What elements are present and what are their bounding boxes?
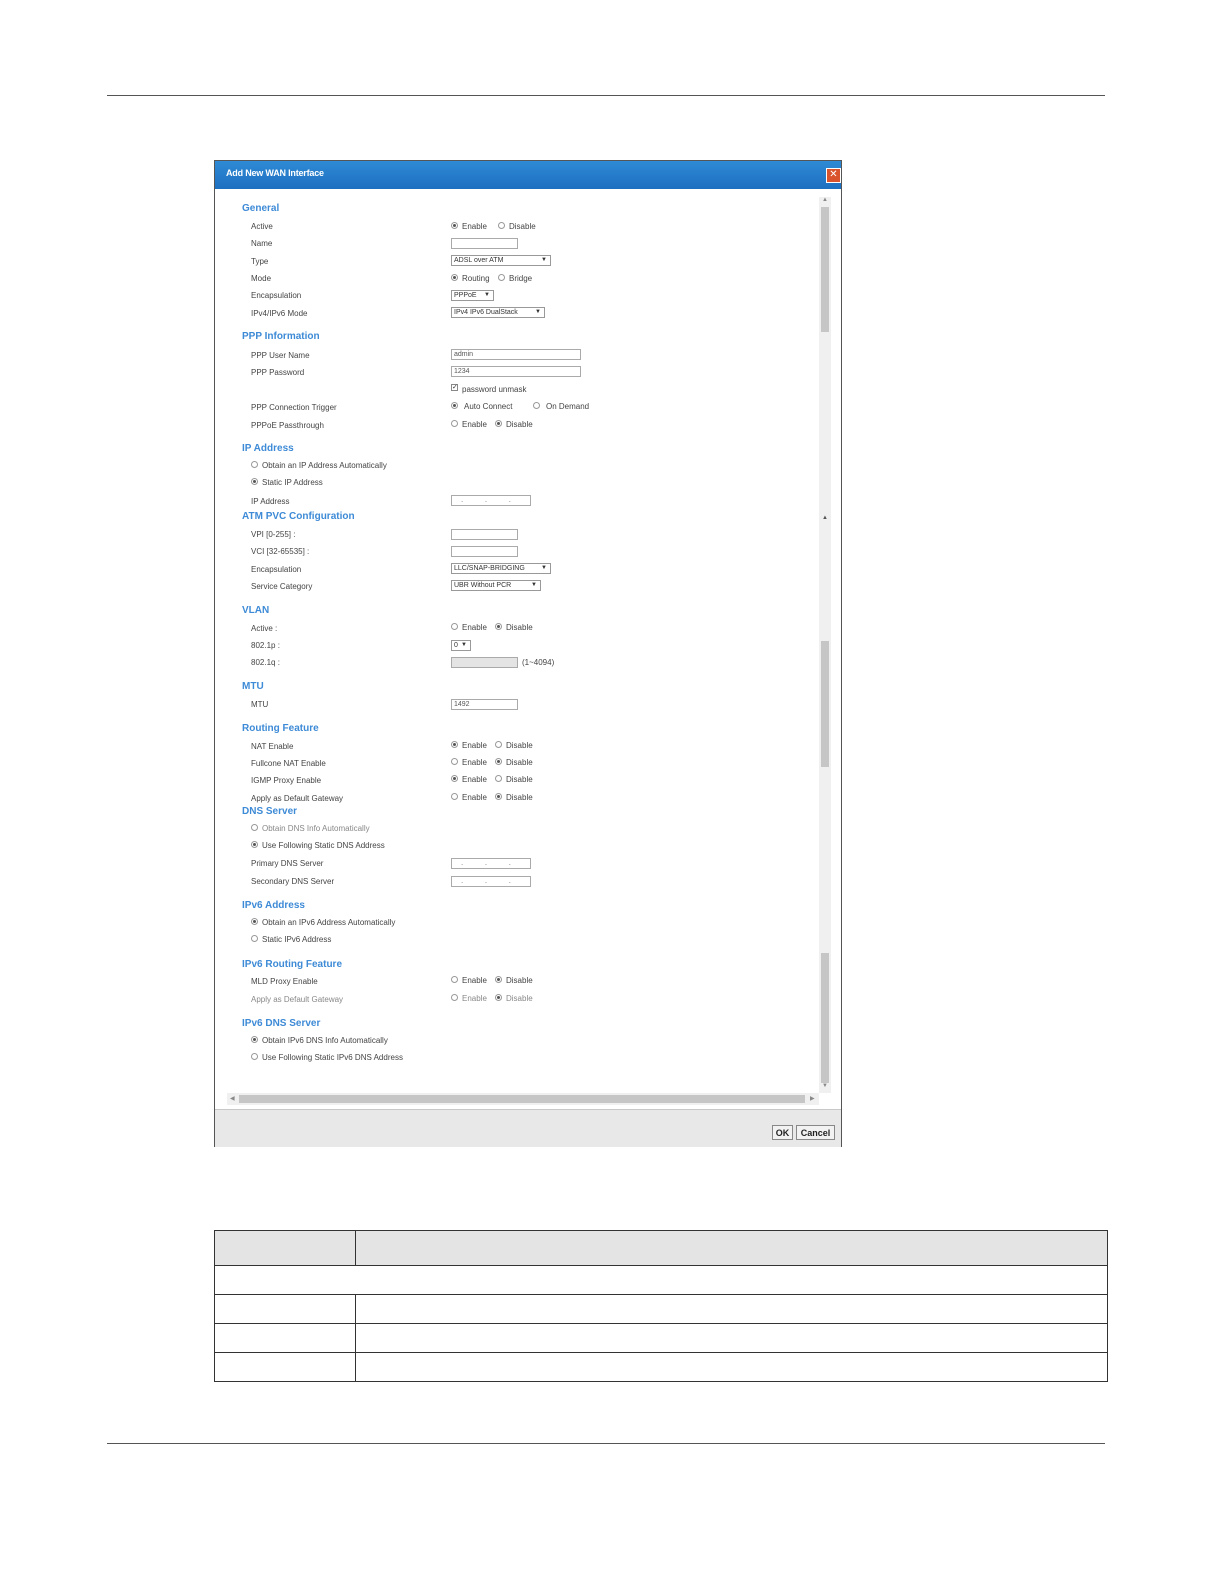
mode-bridge-radio[interactable] [498,274,505,281]
mld-enable-opt: Enable [462,976,487,985]
gateway-enable-radio[interactable] [451,793,458,800]
fullcone-disable-radio[interactable] [495,758,502,765]
ip-static-label: Static IP Address [262,478,323,487]
section-routing-feature: Routing Feature [242,723,319,734]
dialog-content [215,189,841,1109]
mtu-label: MTU [251,700,269,709]
horizontal-scrollbar[interactable] [227,1093,819,1105]
vertical-scrollbar[interactable] [819,197,831,1093]
ipv6-static-label: Static IPv6 Address [262,935,332,944]
atm-encap-select[interactable] [451,563,551,574]
dns-static-label: Use Following Static DNS Address [262,841,385,850]
atm-encap-value: LLC/SNAP-BRIDGING [454,565,525,572]
table-cell [215,1295,356,1324]
mode-routing-radio[interactable] [451,274,458,281]
encapsulation-label: Encapsulation [251,291,302,300]
scroll-right-icon[interactable]: ▶ [810,1096,815,1102]
section-atm-pvc: ATM PVC Configuration [242,511,355,522]
scrollbar-thumb[interactable] [821,953,829,1083]
ipv6-gateway-enable-opt: Enable [462,994,487,1003]
igmp-enable-radio[interactable] [451,775,458,782]
vci-label: VCI [32-65535] : [251,547,310,556]
chevron-down-icon: ▼ [535,309,541,315]
active-enable-radio[interactable] [451,222,458,229]
ip-static-radio[interactable] [251,478,258,485]
section-vlan: VLAN [242,605,270,616]
active-disable-label: Disable [509,222,536,231]
passthrough-enable-label: Enable [462,420,487,429]
table-cell [356,1295,1108,1324]
active-disable-radio[interactable] [498,222,505,229]
mld-disable-opt: Disable [506,976,533,985]
nat-enable-opt: Enable [462,741,487,750]
ipv6-gateway-enable-radio[interactable] [451,994,458,1001]
atm-encap-label: Encapsulation [251,565,302,574]
igmp-proxy-label: IGMP Proxy Enable [251,776,322,785]
ppp-user-label: PPP User Name [251,351,310,360]
dns-static-radio[interactable] [251,841,258,848]
dialog-footer [215,1109,841,1147]
encapsulation-select[interactable] [451,290,494,301]
table-cell [215,1231,356,1266]
scroll-left-icon[interactable]: ◀ [230,1096,235,1102]
trigger-auto-label: Auto Connect [464,402,513,411]
ipv6-dns-auto-radio[interactable] [251,1036,258,1043]
vlan-disable-radio[interactable] [495,623,502,630]
vlan-8021p-label: 802.1p : [251,641,280,650]
type-select[interactable] [451,255,551,266]
vci-input[interactable] [451,546,518,557]
mode-routing-label: Routing [462,274,490,283]
dialog-title: Add New WAN Interface [226,168,324,178]
chevron-down-icon: ▼ [541,257,547,263]
vlan-disable-label: Disable [506,623,533,632]
secondary-dns-label: Secondary DNS Server [251,877,335,886]
vlan-8021p-value: 0 [454,642,458,649]
ppp-password-label: PPP Password [251,368,305,377]
gateway-disable-radio[interactable] [495,793,502,800]
secondary-dns-input[interactable]: . . . [451,876,531,887]
table-cell [356,1324,1108,1353]
trigger-auto-radio[interactable] [451,402,458,409]
ip-mode-value: IPv4 IPv6 DualStack [454,309,518,316]
ip-obtain-auto-label: Obtain an IP Address Automatically [262,461,387,470]
chevron-down-icon: ▼ [531,582,537,588]
name-input[interactable] [451,238,518,249]
vpi-input[interactable] [451,529,518,540]
nat-disable-opt: Disable [506,741,533,750]
password-unmask-checkbox[interactable]: ✓ [452,384,458,391]
mld-proxy-label: MLD Proxy Enable [251,977,318,986]
section-general: General [242,203,280,214]
vlan-8021p-select[interactable] [451,640,471,651]
ipv6-dns-auto-label: Obtain IPv6 DNS Info Automatically [262,1036,388,1045]
section-ip-address: IP Address [242,443,294,454]
mode-bridge-label: Bridge [509,274,533,283]
vlan-active-label: Active : [251,624,278,633]
mld-disable-radio[interactable] [495,976,502,983]
table-row [215,1295,1108,1324]
ipv6-gateway-disable-opt: Disable [506,994,533,1003]
ip-mode-label: IPv4/IPv6 Mode [251,309,308,318]
header-rule [107,95,1105,96]
passthrough-disable-radio[interactable] [495,420,502,427]
primary-dns-input[interactable]: . . . [451,858,531,869]
section-mtu: MTU [242,681,264,692]
section-ppp-information: PPP Information [242,331,320,342]
field-description-table [214,1230,1108,1382]
mtu-input[interactable]: 1492 [451,699,518,710]
ipv6-gateway-disable-radio[interactable] [495,994,502,1001]
table-row [215,1353,1108,1382]
vlan-8021q-input[interactable] [451,657,518,668]
gateway-enable-opt: Enable [462,793,487,802]
passthrough-enable-radio[interactable] [451,420,458,427]
ipv6-obtain-auto-label: Obtain an IPv6 Address Automatically [262,918,396,927]
service-category-value: UBR Without PCR [454,582,512,589]
ppp-trigger-label: PPP Connection Trigger [251,403,337,412]
vlan-enable-radio[interactable] [451,623,458,630]
vlan-8021q-hint: (1~4094) [522,658,555,667]
vlan-8021q-label: 802.1q : [251,658,280,667]
service-category-select[interactable] [451,580,541,591]
section-ipv6-dns: IPv6 DNS Server [242,1018,321,1029]
close-icon[interactable]: ✕ [826,168,841,183]
mld-enable-radio[interactable] [451,976,458,983]
active-enable-label: Enable [462,222,487,231]
pppoe-passthrough-label: PPPoE Passthrough [251,421,324,430]
primary-dns-label: Primary DNS Server [251,859,324,868]
section-dns-server: DNS Server [242,806,298,817]
scroll-up-icon[interactable]: ▲ [822,197,828,203]
fullcone-enable-radio[interactable] [451,758,458,765]
ipv6-gateway-label: Apply as Default Gateway [251,995,344,1004]
footer-rule [107,1443,1105,1444]
table-cell [356,1353,1108,1382]
table-cell [215,1353,356,1382]
table-cell [356,1231,1108,1266]
table-row [215,1324,1108,1353]
add-wan-interface-dialog [214,160,842,1147]
dialog-titlebar [215,161,841,189]
igmp-enable-opt: Enable [462,775,487,784]
ip-mode-select[interactable] [451,307,545,318]
ipv6-dns-static-label: Use Following Static IPv6 DNS Address [262,1053,403,1062]
password-unmask-label: password unmask [462,385,527,394]
dns-obtain-auto-label: Obtain DNS Info Automatically [262,824,370,833]
chevron-down-icon: ▼ [541,565,547,571]
nat-enable-label: NAT Enable [251,742,294,751]
passthrough-disable-label: Disable [506,420,533,429]
type-label: Type [251,257,269,266]
table-row [215,1266,1108,1295]
fullcone-enable-opt: Enable [462,758,487,767]
fullcone-disable-opt: Disable [506,758,533,767]
default-gateway-label: Apply as Default Gateway [251,794,344,803]
cancel-button[interactable]: Cancel [796,1125,835,1140]
ipv6-dns-static-radio[interactable] [251,1053,258,1060]
service-category-label: Service Category [251,582,313,591]
table-cell [215,1324,356,1353]
ip-address-input[interactable]: . . . [451,495,531,506]
fullcone-nat-label: Fullcone NAT Enable [251,759,326,768]
type-value: ADSL over ATM [454,257,504,264]
ipv6-static-radio[interactable] [251,935,258,942]
scrollbar-thumb[interactable] [821,207,829,332]
trigger-demand-label: On Demand [546,402,590,411]
ip-address-label: IP Address [251,497,290,506]
trigger-demand-radio[interactable] [533,402,540,409]
scroll-down-icon[interactable]: ▼ [822,1083,828,1089]
igmp-disable-radio[interactable] [495,775,502,782]
scroll-up-icon[interactable]: ▲ [822,515,828,521]
igmp-disable-opt: Disable [506,775,533,784]
section-ipv6-address: IPv6 Address [242,900,305,911]
scrollbar-thumb[interactable] [239,1095,805,1103]
encapsulation-value: PPPoE [454,292,477,299]
ok-button[interactable]: OK [772,1125,793,1140]
table-header-row [215,1231,1108,1266]
active-label: Active [251,222,273,231]
scrollbar-thumb[interactable] [821,641,829,767]
nat-disable-radio[interactable] [495,741,502,748]
section-ipv6-routing: IPv6 Routing Feature [242,959,343,970]
vpi-label: VPI [0-255] : [251,530,296,539]
dns-obtain-auto-radio[interactable] [251,824,258,831]
ppp-password-input[interactable]: 1234 [451,366,581,377]
ipv6-obtain-auto-radio[interactable] [251,918,258,925]
chevron-down-icon: ▼ [484,292,490,298]
table-cell [215,1266,1108,1295]
nat-enable-radio[interactable] [451,741,458,748]
gateway-disable-opt: Disable [506,793,533,802]
ppp-user-input[interactable]: admin [451,349,581,360]
ip-obtain-auto-radio[interactable] [251,461,258,468]
mode-label: Mode [251,274,272,283]
vlan-enable-label: Enable [462,623,487,632]
name-label: Name [251,239,273,248]
chevron-down-icon: ▼ [461,642,467,648]
